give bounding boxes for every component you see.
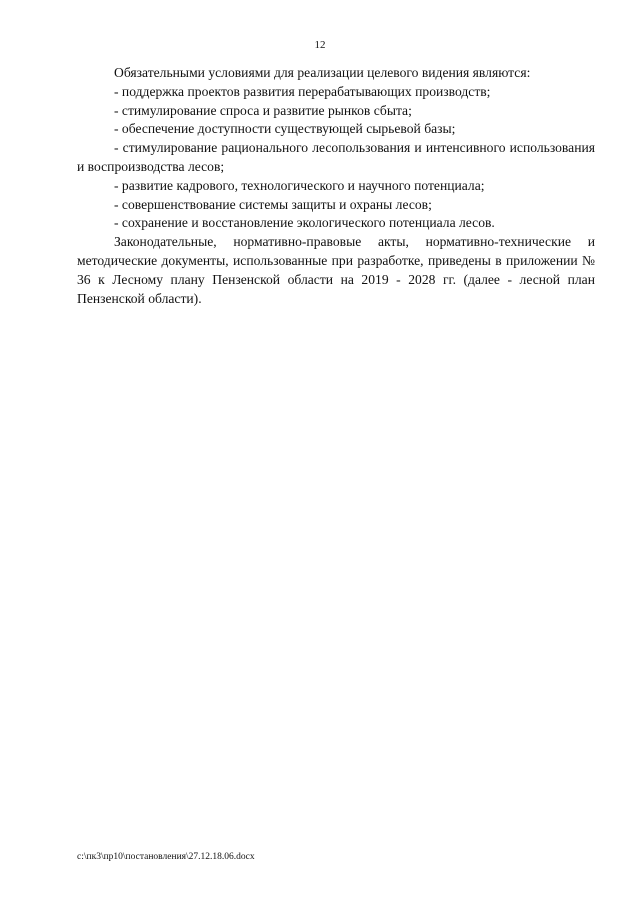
condition-item: - развитие кадрового, технологического и научного потенциала; (114, 177, 485, 193)
condition-item: - стимулирование спроса и развитие рынков сбыта; (114, 102, 412, 118)
footer-file-path: c:\пк3\пр10\постановления\27.12.18.06.docx (77, 852, 255, 862)
condition-item: - поддержка проектов развития перерабатывающих производств; (114, 83, 491, 99)
condition-item: - совершенствование системы защиты и охраны лесов; (114, 196, 432, 212)
intro-paragraph: Обязательными условиями для реализации целевого видения являются: (114, 65, 531, 80)
closing-paragraph: Законодательные, нормативно-правовые акты, нормативно-технические и методические документы, использованные при разработке, приведены в приложении № 36 к Лесному плану Пензенской области на 2019 - 2028 гг. (далее - лесной план Пензенской области). (77, 234, 595, 306)
condition-item: - стимулирование рационального лесопользования и интенсивного использования и воспроизводства лесов; (77, 140, 595, 174)
document-body (77, 64, 595, 308)
page-number: 12 (314, 39, 326, 51)
condition-item: - сохранение и восстановление экологического потенциала лесов. (114, 215, 495, 231)
condition-item: - обеспечение доступности существующей сырьевой базы; (114, 121, 456, 137)
